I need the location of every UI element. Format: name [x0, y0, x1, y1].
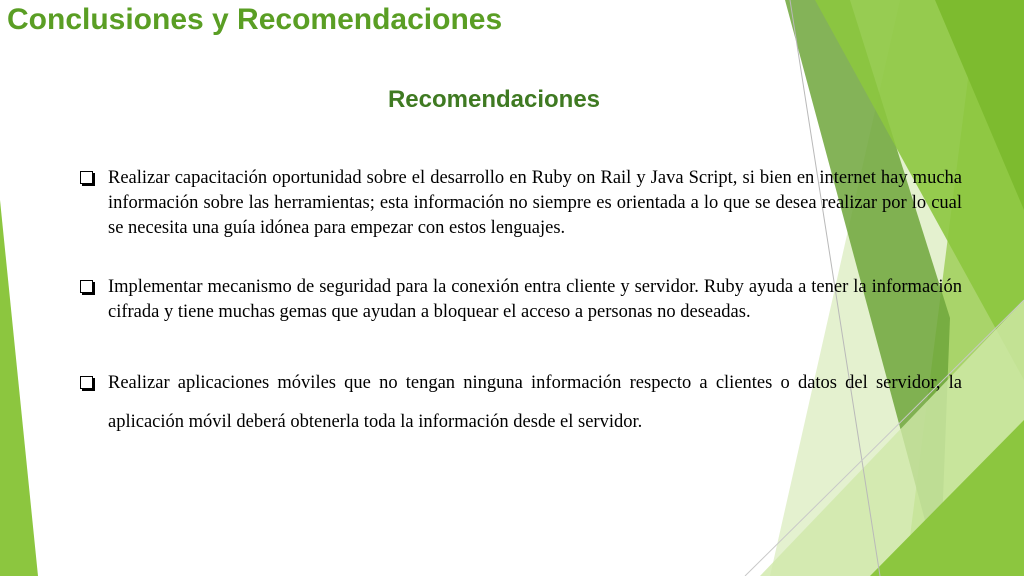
- section-title: Recomendaciones: [387, 86, 601, 113]
- list-item: [80, 166, 962, 241]
- recommendations-list: [80, 166, 962, 442]
- list-item: [80, 364, 962, 442]
- square-checkbox-bullet-icon: [80, 171, 93, 184]
- bullet-text: Implementar mecanismo de seguridad para la conexión entra cliente y servidor. Ruby ayuda a tener la información cifrada y tiene muchas gemas que ayudan a bloquear el acceso a personas no deseadas.: [108, 277, 962, 322]
- left-green-shape: [0, 200, 38, 576]
- square-checkbox-bullet-icon: [80, 376, 93, 389]
- list-item: [80, 275, 962, 325]
- slide-title: Conclusiones y Recomendaciones: [7, 3, 503, 36]
- square-checkbox-bullet-icon: [80, 280, 93, 293]
- bullet-text: Realizar capacitación oportunidad sobre el desarrollo en Ruby on Rail y Java Script, si bien en internet hay mucha información sobre las herramientas; esta información no siempre es orientada a lo que se desea realizar por lo cual se necesita una guía idónea para empezar con estos lenguajes.: [108, 168, 962, 238]
- bullet-text: Realizar aplicaciones móviles que no tengan ninguna información respecto a clientes o datos del servidor, la aplicación móvil deberá obtenerla toda la información desde el servidor.: [108, 373, 962, 432]
